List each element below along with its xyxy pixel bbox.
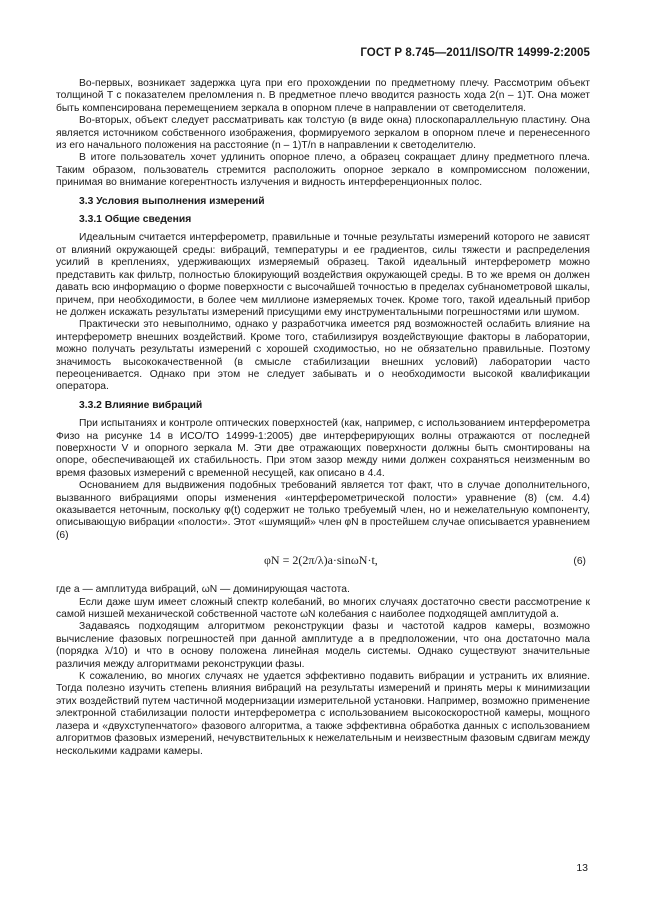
paragraph: Основанием для выдвижения подобных требований является тот факт, что в случае дополнительного, вызванного вибрациями опоры изменения «интерферометрической полости» уравнение (8) (см. 4.4) оказывается неточным, поскольку φ(t) содержит не только требуемый член, но и нежелательную компоненту, описывающую вибрации «полости». Этот «шумящий» член φN в простейшем случае описывается уравнением (6) [56, 480, 590, 541]
paragraph: Если даже шум имеет сложный спектр колебаний, во многих случаях достаточно свести рассмотрение к самой низшей механической собственной частоте ωN колебания с наиболее подходящей амплитудой a. [56, 596, 590, 621]
paragraph: Практически это невыполнимо, однако у разработчика имеется ряд возможностей ослабить влияние на интерферометр внешних воздействий. Кроме того, стабилизируя воздействующие факторы в лаборатории, можно получать результаты измерений с хорошей сходимостью, но не обязательно правильные. Поэтому значимость высококачественной (в смысле стабилизации внешних условий) лаборатории часто переоценивается. Однако при этом не следует забывать и о необходимости высокой квалификации оператора. [56, 319, 590, 393]
equation-number: (6) [573, 556, 586, 568]
page-content [56, 78, 590, 758]
paragraph: Во-первых, возникает задержка цуга при его прохождении по предметному плечу. Рассмотрим объект толщиной T с показателем преломления n. В предметное плечо вводится разность хода 2(n – 1)T. Она может быть компенсирована перемещением зеркала в опорном плече в направлении от светоделителя. [56, 78, 590, 114]
paragraph: В итоге пользователь хочет удлинить опорное плечо, а образец сокращает длину предметного плеча. Таким образом, пользователь стремится расположить опорное зеркало в компромиссном положении, принимая во внимание когерентность излучения и видность интерференционных полос. [56, 152, 590, 189]
paragraph: Во-вторых, объект следует рассматривать как толстую (в виде окна) плоскопараллельную пластину. Она является источником собственного изображения, формируемого зеркалом в опорном плече и перенесенного из его начального положения на расстояние (n – 1)T/n в направлении к светоделителю. [56, 115, 590, 152]
page-number: 13 [576, 862, 588, 874]
section-heading-3-3: 3.3 Условия выполнения измерений [79, 195, 265, 207]
paragraph: При испытаниях и контроле оптических поверхностей (как, например, с использованием интерферометра Физо на рисунке 14 в ИСО/ТО 14999-1:2005) две интерферирующих волны отражаются от последней поверхности V и опорного зеркала M. Эти две отражающих поверхности должны быть смонтированы на опоре, обеспечивающей их стабильность. При этом зазор между ними должен сохраняться неизменным во время фазовых измерений с временной несущей, как описано в 4.4. [56, 418, 590, 479]
paragraph: Задаваясь подходящим алгоритмом реконструкции фазы и частотой кадров камеры, возможно вычисление фазовых погрешностей при данной амплитуде a в предположении, что она достаточно мала (порядка λ/10) и что в основу положена линейная модель системы. Однако существуют значительные различия между алгоритмами реконструкции фазы. [56, 621, 590, 670]
paragraph: Идеальным считается интерферометр, правильные и точные результаты измерений которого не зависят от влияний окружающей среды: вибраций, температуры и ее градиентов, силы тяжести и распределения усилий в креплениях, удерживающих измеряемый образец. Такой идеальный интерферометр можно представить как фильтр, полностью блокирующий воздействия окружающей среды. В то же время он должен давать всю информацию о форме поверхности с высочайшей точностью в пределах субнанометровой шкалы, причем, при необходимости, в более чем миллионе измеряемых точек. Кроме того, такой идеальный прибор не должен искажать результаты измерений присущими ему инструментальными погрешностями или шумом. [56, 232, 590, 318]
equation-6 [56, 546, 590, 580]
paragraph: где a — амплитуда вибраций, ωN — доминирующая частота. [56, 584, 350, 596]
section-heading-3-3-1: 3.3.1 Общие сведения [79, 214, 192, 226]
equation-expression: φN = 2(2π/λ)a·sinωN·t, [264, 553, 378, 568]
paragraph: К сожалению, во многих случаях не удается эффективно подавить вибрации и устранить их влияние. Тогда полезно изучить степень влияния вибраций на результаты измерений и принять меры к минимизации этих воздействий путем частичной модернизации измерительной установки. Например, возможно применение электронной стабилизации полости интерферометра с использованием высокоскоростной камеры, мощного лазера и «двухступенчатого» фазового алгоритма, а также эффективна обработка данных с использованием алгоритмов фазовых измерений, нечувствительных к нежелательным и неизвестным фазовым сдвигам между несколькими кадрами камеры. [56, 671, 590, 757]
section-heading-3-3-2: 3.3.2 Влияние вибраций [79, 399, 203, 411]
document-header: ГОСТ Р 8.745—2011/ISO/TR 14999-2:2005 [360, 47, 590, 59]
